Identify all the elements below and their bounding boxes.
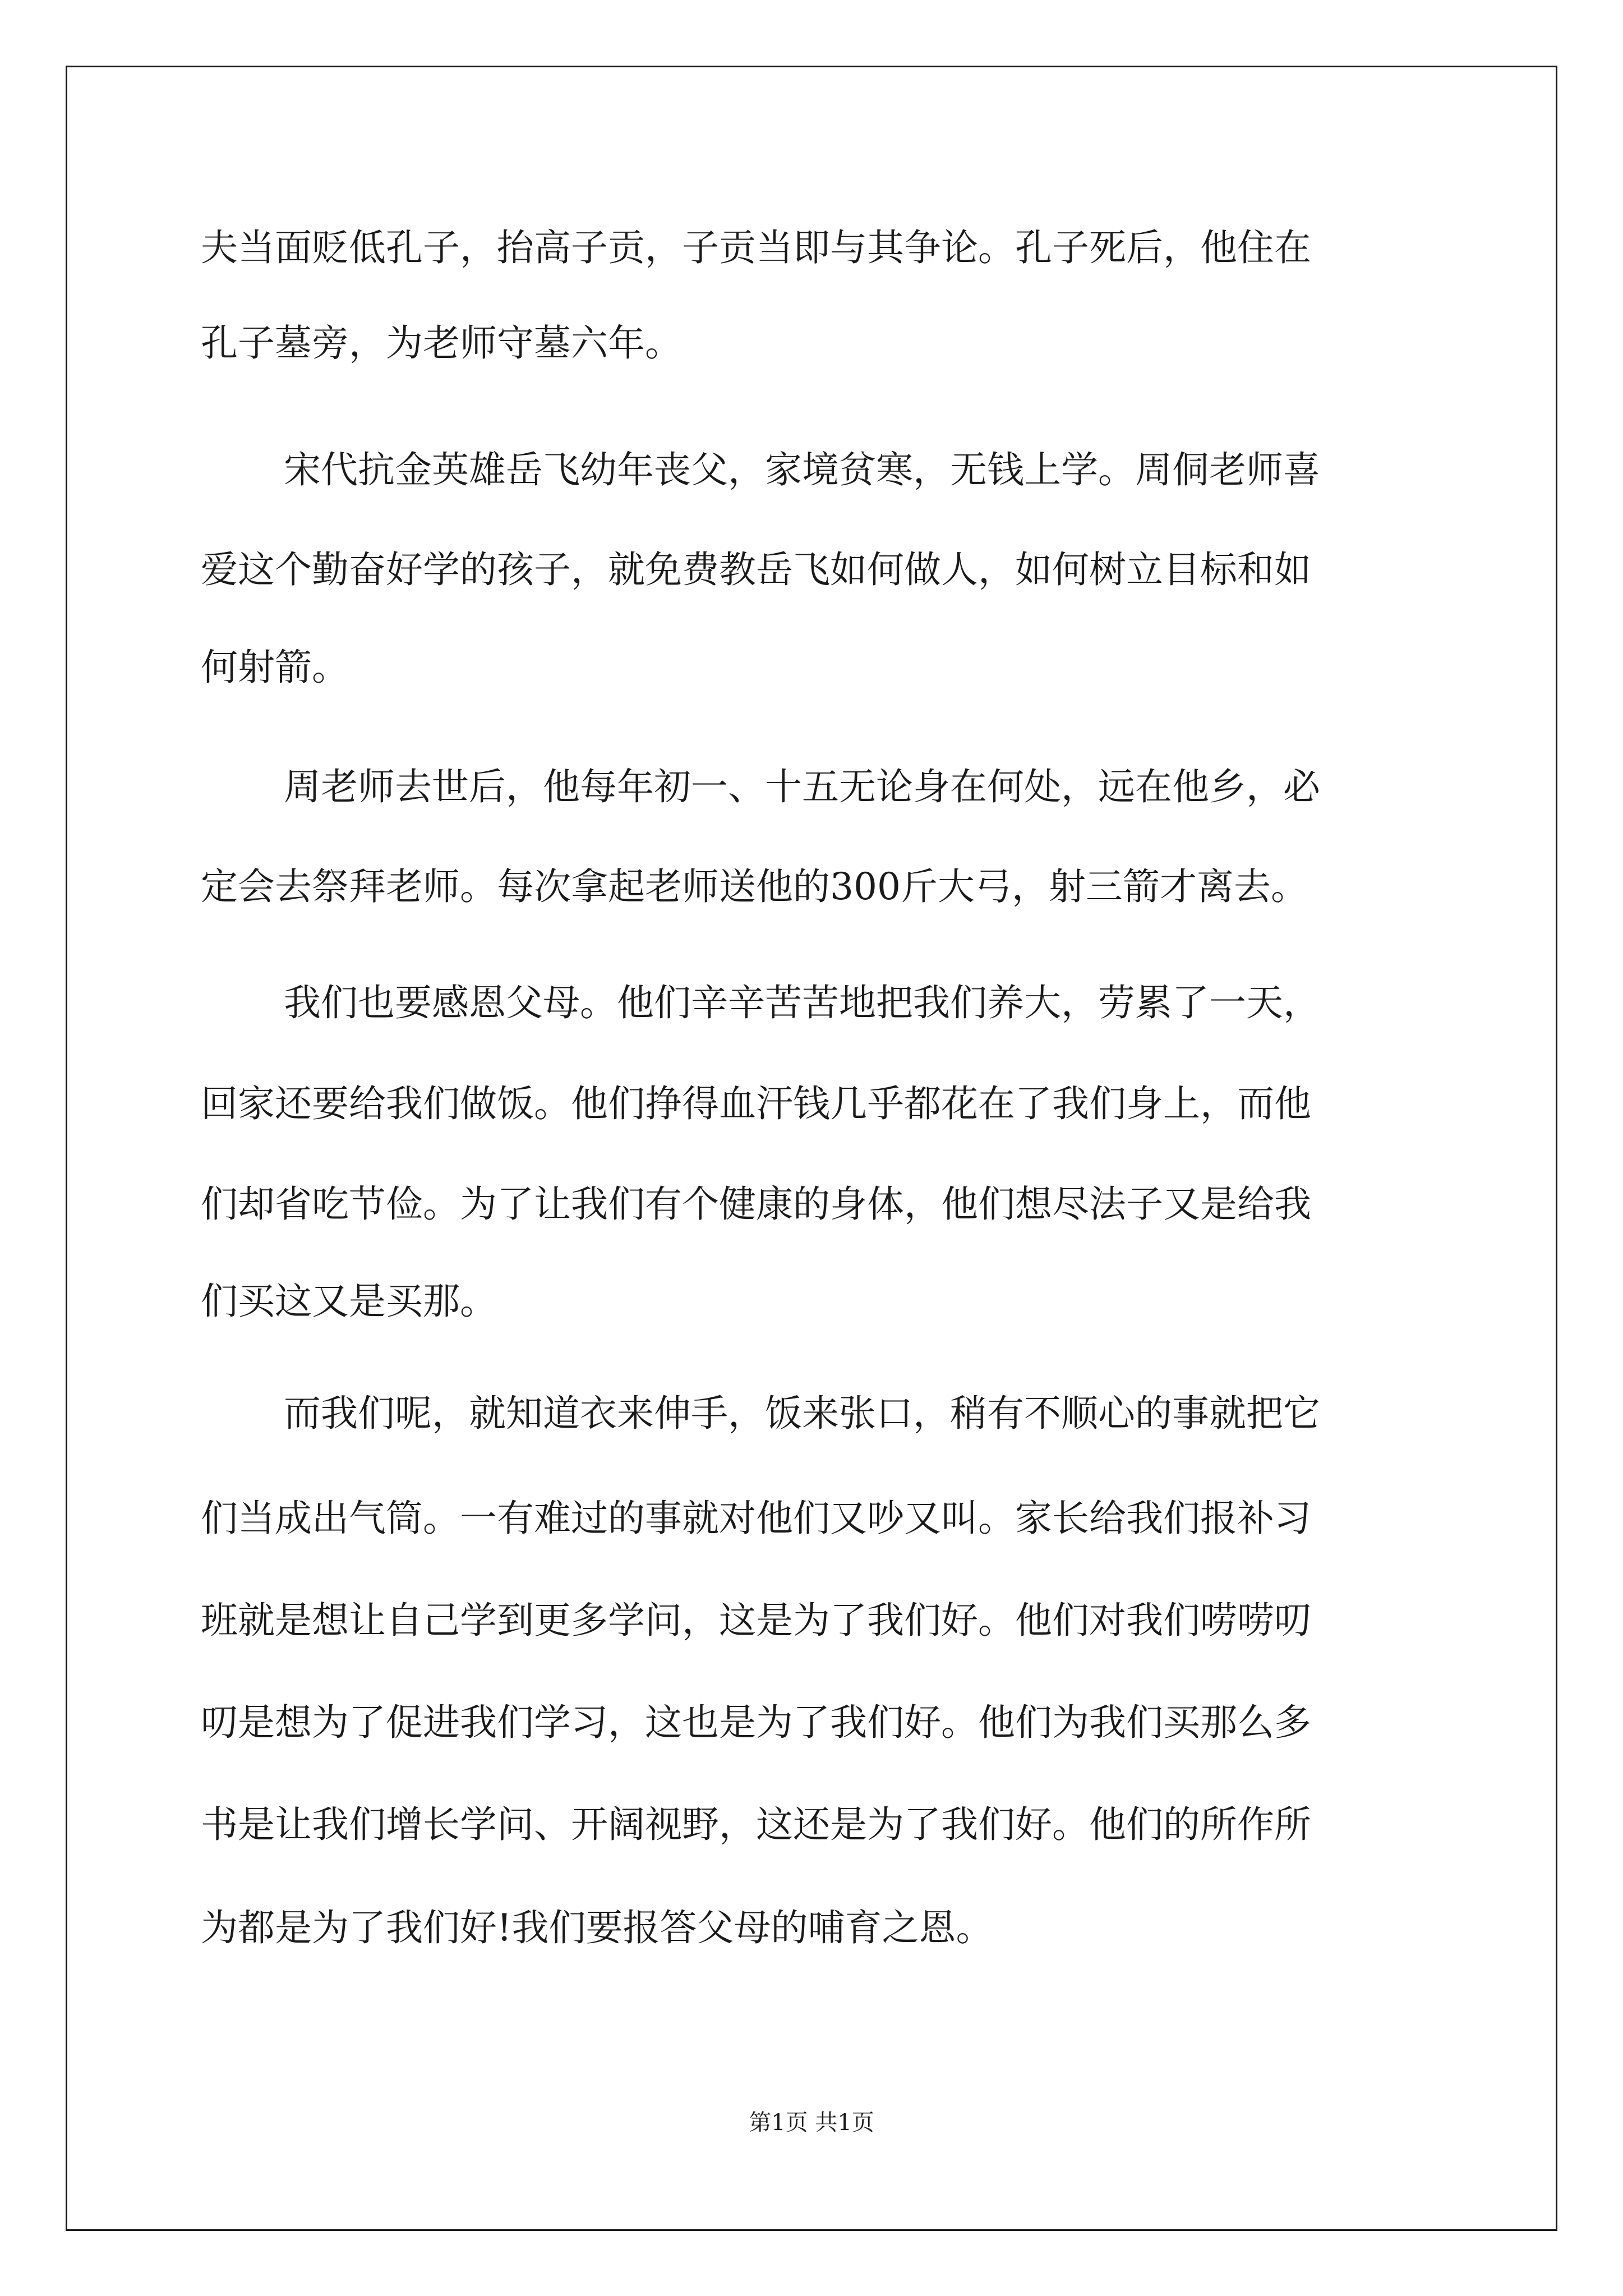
text-line: 夫当面贬低孔子，抬高子贡，子贡当即与其争论。孔子死后，他住在 bbox=[201, 226, 1311, 269]
text-line: 回家还要给我们做饭。他们挣得血汗钱几乎都花在了我们身上，而他 bbox=[201, 1082, 1311, 1125]
page-footer: 第1页 共1页 bbox=[749, 2110, 874, 2136]
text-line: 爱这个勤奋好学的孩子，就免费教岳飞如何做人，如何树立目标和如 bbox=[201, 548, 1311, 591]
text-line: 叨是想为了促进我们学习，这也是为了我们好。他们为我们买那么多 bbox=[201, 1701, 1311, 1744]
text-line: 班就是想让自己学到更多学问，这是为了我们好。他们对我们唠唠叨 bbox=[201, 1599, 1311, 1642]
text-line: 周老师去世后，他每年初一、十五无论身在何处，远在他乡，必 bbox=[284, 765, 1320, 808]
text-line: 而我们呢，就知道衣来伸手，饭来张口，稍有不顺心的事就把它 bbox=[284, 1392, 1320, 1435]
text-line: 我们也要感恩父母。他们辛辛苦苦地把我们养大，劳累了一天， bbox=[284, 981, 1320, 1024]
text-line: 孔子墓旁，为老师守墓六年。 bbox=[201, 321, 682, 365]
text-line: 何射箭。 bbox=[201, 646, 349, 689]
text-line: 们却省吃节俭。为了让我们有个健康的身体，他们想尽法子又是给我 bbox=[201, 1182, 1311, 1226]
text-line: 们买这又是买那。 bbox=[201, 1280, 497, 1323]
text-line: 们当成出气筒。一有难过的事就对他们又吵又叫。家长给我们报补习 bbox=[201, 1497, 1311, 1540]
text-line: 宋代抗金英雄岳飞幼年丧父，家境贫寒，无钱上学。周侗老师喜 bbox=[284, 448, 1320, 491]
text-line: 书是让我们增长学问、开阔视野，这还是为了我们好。他们的所作所 bbox=[201, 1803, 1311, 1846]
text-line: 为都是为了我们好!我们要报答父母的哺育之恩。 bbox=[201, 1906, 993, 1949]
text-line: 定会去祭拜老师。每次拿起老师送他的300斤大弓，射三箭才离去。 bbox=[201, 865, 1308, 908]
